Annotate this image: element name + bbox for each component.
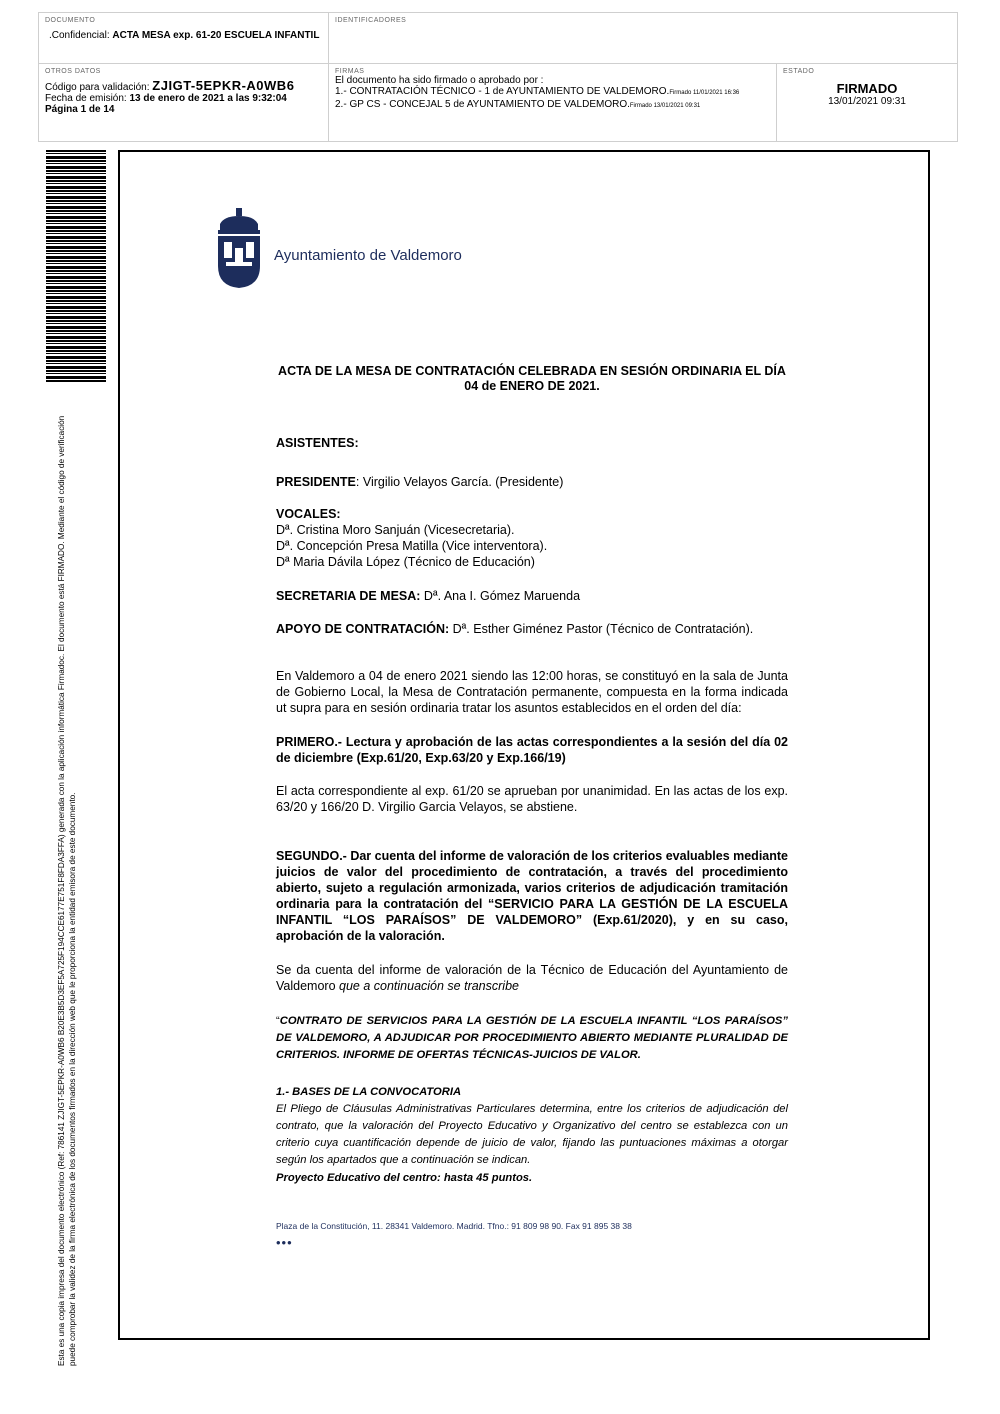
pagina: Página 1 de 14 xyxy=(45,104,115,115)
asistentes-heading: ASISTENTES: xyxy=(276,436,359,450)
page-title: ACTA DE LA MESA DE CONTRATACIÓN CELEBRADA EN SESIÓN ORDINARIA EL DÍA 04 de ENERO DE 2021. xyxy=(278,364,786,393)
paragraph-constitucion: En Valdemoro a 04 de enero 2021 siendo las 12:00 horas, se constituyó en la sala de Junta de Gobierno Local, la Mesa de Contratación permanente, compuesta en la forma indicada ut supra para en sesión ordinaria tratar los asuntos establecidos en el orden del día: xyxy=(276,669,788,715)
codigo-validacion: Código para validación: ZJIGT-5EPKR-A0WB6 xyxy=(45,78,295,93)
paragraph-informe: Se da cuenta del informe de valoración de la Técnico de Educación del Ayuntamiento de Valdemoro que a continuación se transcribe xyxy=(276,963,788,993)
apoyo-line: APOYO DE CONTRATACIÓN: Dª. Esther Giménez Pastor (Técnico de Contratación). xyxy=(276,622,754,636)
footer-address: Plaza de la Constitución, 11. 28341 Valdemoro. Madrid. Tfno.: 91 809 98 90. Fax 91 895 38 38 xyxy=(276,1221,632,1231)
side-verification-text: Esta es una copia impresa del documento electrónico (Ref: 786141 ZJIGT-5EPKR-A0WB6 B20E3B5D3EF5A725F194CCE6177E751F8FDA3FFA) generada con la aplicación informática Firmadoc. El documento está FIRMADO. Mediante el código de verificación puede comprobar la validez de la firma electrónica de los documentos firmados en la dirección web que le proporciona la entidad emisora de este documento. xyxy=(57,415,77,1366)
document-header xyxy=(38,12,958,142)
paragraph-actas: El acta correspondiente al exp. 61/20 se aprueban por unanimidad. En las actas de los exp. 63/20 y 166/20 D. Virgilio Garcia Velayos, se abstiene. xyxy=(276,784,788,814)
firmas-label: FIRMAS xyxy=(335,68,365,75)
codigo-value: ZJIGT-5EPKR-A0WB6 xyxy=(152,78,295,93)
documento-cell xyxy=(39,13,329,63)
vocales-heading: VOCALES: xyxy=(276,507,341,521)
vocal-item: Dª. Cristina Moro Sanjuán (Vicesecretaria). xyxy=(276,523,515,537)
identificadores-cell xyxy=(329,13,957,63)
estado-label: ESTADO xyxy=(783,68,815,75)
barcode xyxy=(46,150,106,382)
segundo-heading: SEGUNDO.- Dar cuenta del informe de valoración de los criterios evaluables mediante juicios de valor del procedimiento de contratación, a través del procedimiento abierto, sujeto a regulación armonizada, varios criterios de adjudicación tramitación ordinaria para la contratación del “SERVICIO PARA LA GESTIÓN DE LA ESCUELA INFANTIL “LOS PARAÍSOS” DE VALDEMORO” (Exp.61/2020), y en su caso, aprobación de la valoración. xyxy=(276,849,788,943)
vocal-item: Dª Maria Dávila López (Técnico de Educación) xyxy=(276,555,535,569)
estado-date: 13/01/2021 09:31 xyxy=(828,96,906,107)
firma-2: 2.- GP CS - CONCEJAL 5 de AYUNTAMIENTO DE VALDEMORO.Firmado 13/01/2021 09:31 xyxy=(335,99,701,110)
proyecto-line: Proyecto Educativo del centro: hasta 45 puntos. xyxy=(276,1172,533,1184)
otros-datos-cell xyxy=(39,63,329,141)
quote-title: “CONTRATO DE SERVICIOS PARA LA GESTIÓN DE LA ESCUELA INFANTIL “LOS PARAÍSOS” DE VALDEMORO, A ADJUDICAR POR PROCEDIMIENTO ABIERTO MEDIANTE PLURALIDAD DE CRITERIOS. INFORME DE OFERTAS TÉCNICAS-JUICIOS DE VALOR. xyxy=(276,1015,788,1061)
firma-1: 1.- CONTRATACIÓN TÉCNICO - 1 de AYUNTAMIENTO DE VALDEMORO.Firmado 11/01/2021 16:36 xyxy=(335,86,740,97)
identificadores-label: IDENTIFICADORES xyxy=(335,17,407,24)
bases-text: El Pliego de Cláusulas Administrativas Particulares determina, entre los criterios de adjudicación del contrato, que la valoración del Proyecto Educativo y Organizativo del centro se establezca con un criterio cuya cuantificación depende de juicio de valor, fijando las puntuaciones máximas a otorgar según los apartados que a continuación se indican. xyxy=(276,1103,788,1166)
bases-heading: 1.- BASES DE LA CONVOCATORIA xyxy=(276,1086,462,1098)
secretaria-line: SECRETARIA DE MESA: Dª. Ana I. Gómez Maruenda xyxy=(276,589,581,603)
firmas-cell xyxy=(329,63,777,141)
otros-label: OTROS DATOS xyxy=(45,68,101,75)
fecha-emision: Fecha de emisión: 13 de enero de 2021 a las 9:32:04 xyxy=(45,93,287,104)
documento-label: DOCUMENTO xyxy=(45,17,96,24)
valdemoro-coat-of-arms-icon xyxy=(214,208,264,290)
documento-name: .Confidencial: ACTA MESA exp. 61-20 ESCUELA INFANTIL xyxy=(49,30,320,41)
vocal-item: Dª. Concepción Presa Matilla (Vice interventora). xyxy=(276,539,548,553)
firmas-intro: El documento ha sido firmado o aprobado por : xyxy=(335,75,544,86)
vocales-block xyxy=(276,506,788,570)
estado-cell xyxy=(777,63,957,141)
footer-dots: ••• xyxy=(276,1235,293,1250)
logo-text: Ayuntamiento de Valdemoro xyxy=(274,247,462,264)
primero-heading: PRIMERO.- Lectura y aprobación de las actas correspondientes a la sesión del día 02 de diciembre (Exp.61/20, Exp.63/20 y Exp.166/19) xyxy=(276,735,788,765)
estado-value: FIRMADO xyxy=(836,81,898,96)
presidente-line: PRESIDENTE: Virgilio Velayos García. (Presidente) xyxy=(276,475,564,489)
